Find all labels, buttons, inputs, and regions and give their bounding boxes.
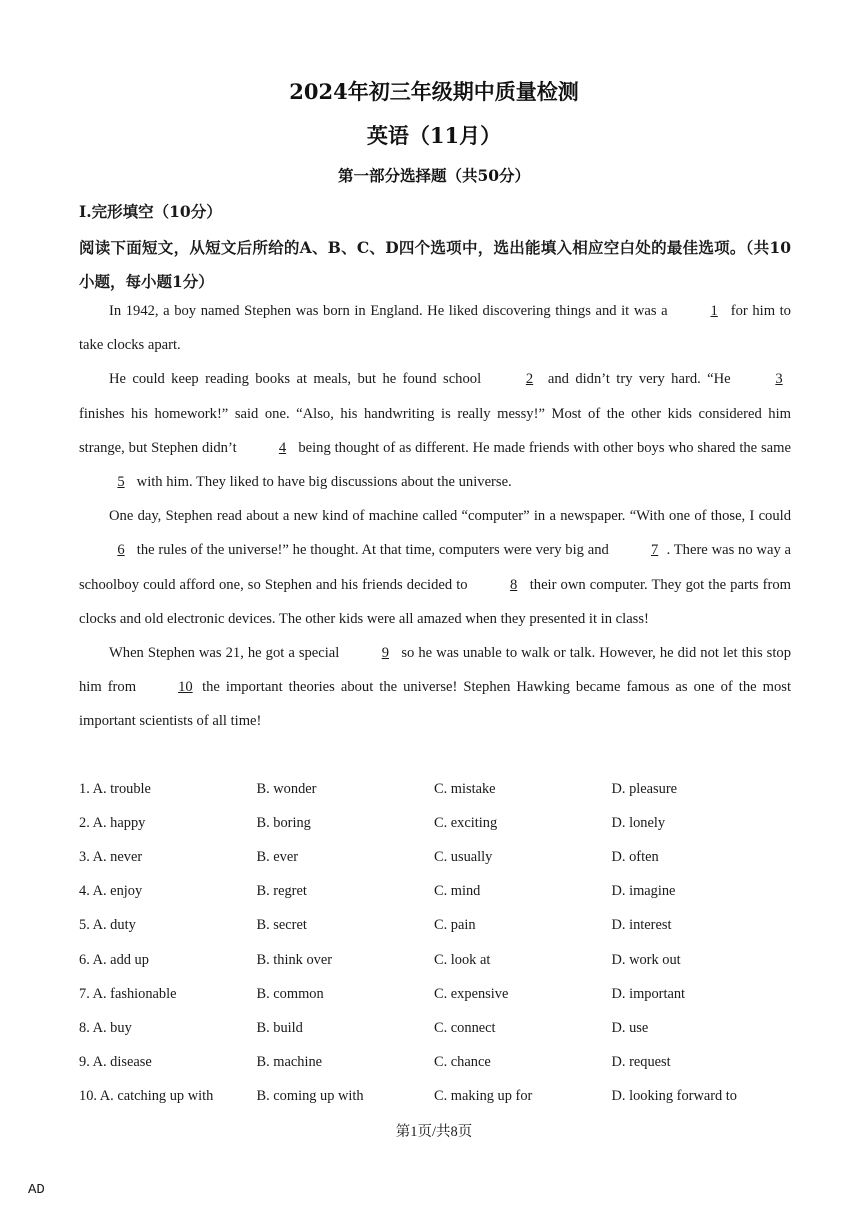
option-c: C. mind: [434, 883, 481, 900]
text-run: He could keep reading books at meals, but he found school: [109, 371, 488, 388]
option-row: [79, 1080, 819, 1114]
blank-6: 6: [117, 542, 125, 559]
option-d: D. important: [611, 985, 686, 1002]
blank-3: 3: [775, 371, 783, 388]
option-b: B. secret: [256, 917, 307, 934]
exam-subtitle: 英语（11月）: [366, 123, 502, 148]
option-c: C. connect: [434, 1019, 496, 1036]
option-row: [79, 943, 819, 977]
option-b: B. wonder: [256, 780, 317, 797]
option-d: D. lonely: [611, 814, 666, 831]
option-a: 7. A. fashionable: [79, 985, 177, 1002]
option-b: B. build: [256, 1019, 303, 1036]
blank-10: 10: [178, 679, 193, 696]
corner-mark: AD: [28, 1182, 45, 1198]
text-run: being thought of as different. He made friends with other boys who shared the same: [294, 439, 791, 456]
text-run: . There was no way a schoolboy could afford one, so Stephen and his friends decided to: [79, 542, 792, 593]
option-c: C. look at: [434, 951, 491, 968]
option-row: [79, 1046, 819, 1080]
option-a: 4. A. enjoy: [79, 883, 143, 900]
option-d: D. looking forward to: [611, 1088, 737, 1105]
option-b: B. machine: [256, 1054, 323, 1071]
option-a: 2. A. happy: [79, 814, 146, 831]
blank-2: 2: [525, 371, 534, 388]
section-instruction: 阅读下面短文，从短文后所给的A、B、C、D四个选项中，选出能填入相应空白处的最佳选项。（共10小题，每小题1分）: [79, 238, 791, 291]
blank-7: 7: [650, 542, 659, 559]
option-d: D. request: [611, 1054, 671, 1071]
text-run: and didn’t try very hard. “He: [541, 371, 738, 388]
option-a: 1. A. trouble: [79, 780, 151, 797]
text-run: for him to take clocks apart.: [79, 303, 791, 354]
option-c: C. expensive: [434, 985, 509, 1002]
text-run: When Stephen was 21, he got a special: [109, 645, 344, 662]
option-row: [79, 1011, 819, 1045]
option-b: B. ever: [256, 848, 299, 865]
option-a: 9. A. disease: [79, 1054, 152, 1071]
paragraph-4: [79, 636, 791, 739]
text-run: the important theories about the universe! Stephen Hawking became famous as one of the most important scientists of all time!: [79, 679, 791, 730]
section-heading: I.完形填空（10分）: [79, 202, 222, 221]
paragraph-1: [79, 294, 791, 362]
option-d: D. imagine: [611, 883, 676, 900]
option-b: B. boring: [256, 814, 311, 831]
text-run: In 1942, a boy named Stephen was born in England. He liked discovering things and it was a: [109, 303, 673, 319]
option-a: 8. A. buy: [79, 1019, 132, 1036]
text-run: finishes his homework!” said one. “Also, his handwriting is really messy!” Most of the other kids considered him strange, but Stephen didn’t: [79, 405, 791, 456]
text-run: One day, Stephen read about a new kind of machine called “computer” in a newspaper. “With one of those, I could: [109, 508, 791, 525]
option-d: D. often: [611, 848, 659, 865]
page-number: 第1页/共8页: [395, 1124, 473, 1140]
blank-9: 9: [381, 645, 389, 662]
option-row: [79, 909, 819, 943]
option-row: [79, 875, 819, 909]
option-d: D. pleasure: [611, 780, 678, 797]
blank-5: 5: [117, 474, 125, 491]
option-row: [79, 840, 819, 874]
cloze-passage: [79, 294, 791, 739]
option-a: 5. A. duty: [79, 917, 136, 934]
option-c: C. mistake: [434, 780, 496, 797]
option-c: C. exciting: [434, 814, 498, 831]
option-a: 3. A. never: [79, 848, 143, 865]
paragraph-3: [79, 499, 791, 636]
option-a: 10. A. catching up with: [79, 1088, 214, 1105]
blank-1: 1: [710, 303, 718, 319]
option-c: C. making up for: [434, 1088, 533, 1105]
blank-8: 8: [510, 576, 518, 593]
answer-options: [79, 772, 819, 1114]
option-b: B. coming up with: [256, 1088, 364, 1105]
blank-4: 4: [278, 439, 287, 456]
text-run: the rules of the universe!” he thought. At that time, computers were very big and: [133, 542, 613, 559]
text-run: with him. They liked to have big discussions about the universe.: [133, 474, 512, 491]
text-run: their own computer. They got the parts from clocks and old electronic devices. The other kids were all amazed when they presented it in class!: [79, 576, 791, 627]
option-c: C. chance: [434, 1054, 491, 1071]
option-row: [79, 977, 819, 1011]
option-d: D. use: [611, 1019, 649, 1036]
paragraph-2: [79, 362, 791, 499]
option-row: [79, 806, 819, 840]
option-b: B. regret: [256, 883, 307, 900]
option-a: 6. A. add up: [79, 951, 149, 968]
option-b: B. think over: [256, 951, 333, 968]
exam-title: 2024年初三年级期中质量检测: [289, 79, 579, 104]
option-c: C. pain: [434, 917, 476, 934]
option-d: D. interest: [611, 917, 672, 934]
option-row: [79, 772, 819, 806]
text-run: so he was unable to walk or talk. However, he did not let this stop him from: [79, 645, 791, 696]
option-b: B. common: [256, 985, 324, 1002]
option-d: D. work out: [611, 951, 681, 968]
option-c: C. usually: [434, 848, 493, 865]
part-heading: 第一部分选择题（共50分）: [337, 166, 531, 185]
